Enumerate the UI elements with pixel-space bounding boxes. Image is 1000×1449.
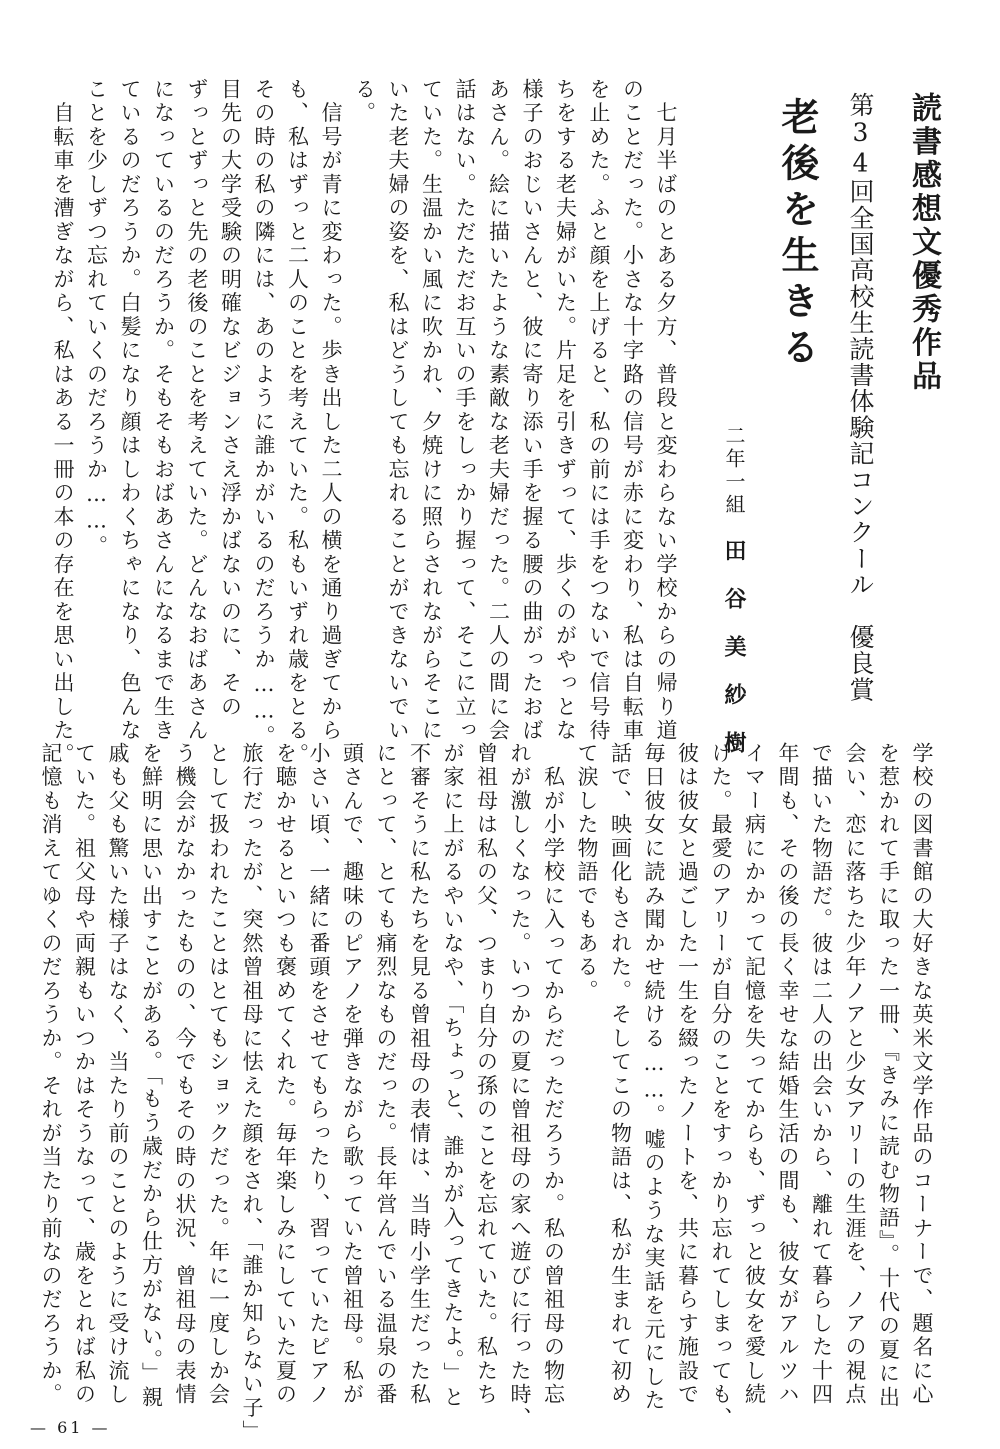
text-line: 七月半ばのとある夕方、普段と変わらない学校からの帰り道	[654, 78, 678, 743]
text-line: 様子のおじいさんと、彼に寄り添い手を握る腰の曲がったおば	[520, 78, 544, 743]
text-line: 年間も、その後の長く幸せな結婚生活の間も、彼女がアルツハ	[776, 742, 800, 1407]
author-block	[719, 425, 750, 779]
text-line: 話はない。ただただお互いの手をしっかり握って、そこに立っ	[453, 78, 477, 743]
text-line: あさん。絵に描いたような素敵な老夫婦だった。二人の間に会	[486, 78, 511, 743]
text-line: にとって、とても痛烈なものだった。長年営んでいる温泉の番	[374, 742, 398, 1407]
text-line: を聴かせるといつも褒めてくれた。毎年楽しみにしていた夏の	[273, 742, 298, 1407]
text-line: 自転車を漕ぎながら、私はある一冊の本の存在を思い出した。	[51, 78, 75, 767]
text-line: 話で、映画化もされた。そしてこの物語は、私が生まれて初め	[608, 742, 633, 1407]
text-line: イマー病にかかって記憶を失ってからも、ずっと彼女を愛し続	[742, 742, 767, 1407]
text-line: 彼は彼女と過ごした一生を綴ったノートを、共に暮らす施設で	[675, 742, 700, 1407]
text-line: いた老夫婦の姿を、私はどうしても忘れることができないでい	[386, 78, 410, 743]
text-line: その時の私の隣には、あのように誰かがいるのだろうか……。	[252, 78, 276, 749]
text-line: 不審そうに私たちを見る曾祖母の表情は、当時小学生だった私	[407, 742, 432, 1407]
contest-title: 第34回全国高校生読書体験記コンクール 優良賞	[846, 92, 875, 703]
text-line: 頭さんで、趣味のピアノを弾きながら歌っていた曾祖母。私が	[340, 742, 365, 1407]
text-line: る。	[352, 78, 377, 126]
text-line: 戚も父も驚いた様子はなく、当たり前のことのように受け流し	[106, 742, 130, 1407]
text-line: を止めた。ふと顔を上げると、私の前には手をつないで信号待	[587, 78, 611, 743]
text-line: 会い、恋に落ちた少年ノアと少女アリーの生涯を、ノアの視点	[843, 742, 867, 1407]
text-line: を惹かれて手に取った一冊、『きみに読む物語』。十代の夏に出	[876, 742, 901, 1410]
text-line: ているのだろうか。白髪になり顔はしわくちゃになり、色んな	[118, 78, 142, 743]
text-line: て涙した物語でもある。	[575, 742, 599, 1004]
page-number: — 61 —	[30, 1418, 111, 1437]
text-line: ちをする老夫婦がいた。片足を引きずって、歩くのがやっとな	[553, 78, 578, 743]
text-line: 小さい頃、一緒に番頭をさせてもらったり、習っていたピアノ	[307, 742, 331, 1407]
text-line: 信号が青に変わった。歩き出した二人の横を通り過ぎてから	[319, 78, 343, 743]
text-line: 目先の大学受験の明確なビジョンさえ浮かばないのに、その	[218, 78, 243, 720]
text-line: う機会がなかったものの、今でもその時の状況、曾祖母の表情	[173, 742, 197, 1407]
author-name: 田谷美紗樹	[721, 539, 747, 779]
text-line: になっているのだろうか。そもそもおばあさんになるまで生き	[151, 78, 176, 743]
text-line: 曾祖母は私の父、つまり自分の孫のことを忘れていた。私たち	[474, 742, 499, 1407]
text-line: も、私はずっと二人のことを考えていた。私もいずれ歳をとる。	[285, 78, 310, 767]
text-line: ていた。生温かい風に吹かれ、夕焼けに照らされながらそこに	[419, 78, 444, 743]
text-line: けた。最愛のアリーが自分のことをすっかり忘れてしまっても、	[709, 742, 733, 1431]
essay-title: 老後を生きる	[775, 97, 820, 373]
author-class: 二年一組	[722, 425, 746, 517]
text-line: として扱われたことはとてもショックだった。年に一度しか会	[206, 742, 231, 1407]
text-line: 学校の図書館の大好きな英米文学作品のコーナーで、題名に心	[910, 742, 934, 1407]
text-line: 私が小学校に入ってからだっただろうか。私の曾祖母の物忘	[541, 742, 566, 1407]
text-line: 旅行だったが、突然曾祖母に怯えた顔をされ、「誰か知らない子」	[240, 742, 264, 1444]
text-line: ことを少しずつ忘れていくのだろうか……。	[84, 78, 109, 559]
text-line: のことだった。小さな十字路の信号が赤に変わり、私は自転車	[620, 78, 645, 743]
text-line: 記憶も消えてゆくのだろうか。それが当たり前なのだろうか。	[39, 742, 63, 1407]
text-line: で描いた物語だ。彼は二人の出会いから、離れて暮らした十四	[809, 742, 834, 1407]
essay-body-top	[46, 78, 683, 767]
text-line: が家に上がるやいなや、「ちょっと、誰かが入ってきたよ。」と	[441, 742, 465, 1410]
text-line: 毎日彼女に読み聞かせ続ける……。嘘のような実話を元にした	[642, 742, 666, 1413]
text-line: ずっとずっと先の老後のことを考えていた。どんなおばあさん	[185, 78, 209, 743]
text-line: を鮮明に思い出すことがある。「もう歳だから仕方がない。」親	[139, 742, 164, 1410]
text-line: れが激しくなった。いつかの夏に曾祖母の家へ遊びに行った時、	[508, 742, 532, 1431]
page-title: 読書感想文優秀作品	[906, 92, 941, 394]
text-line: ていた。祖父母や両親もいつかはそうなって、歳をとれば私の	[72, 742, 97, 1407]
